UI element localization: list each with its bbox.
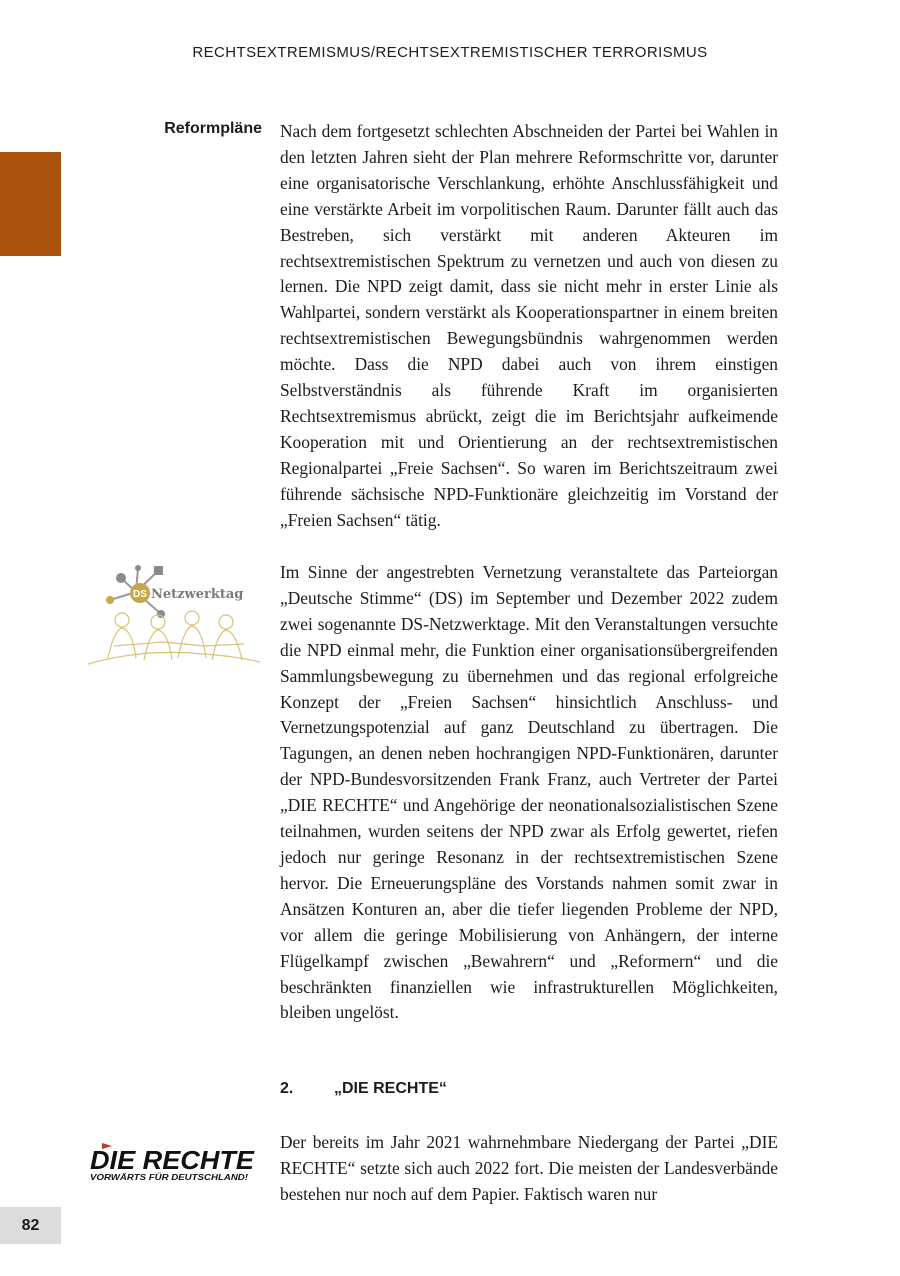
logo-party-name: DIE RECHTE [90,1145,255,1175]
section-number: 2. [280,1080,294,1097]
logo-slogan: VORWÄRTS FÜR DEUTSCHLAND! [90,1173,249,1182]
body-paragraph-2: Im Sinne der angestrebten Vernetzung veranstaltete das Parteiorgan „Deutsche Stimme“ (DS) im September und Dezember 2022 zudem zwei sogenannte DS-Netzwerktage. Mit den Veranstaltungen versuchte die NPD einmal mehr, die Funktion einer organisationsübergreifenden Sammlungsbewegung zu übernehmen und das regional erfolgreiche Konzept der „Freien Sachsen“ hinsichtlich Anschluss- und Vernetzungspotenzial auf ganz Deutschland zu übertragen. Die Tagungen, an denen neben hochrangigen NPD-Funktionären, darunter der NPD-Bundesvorsitzenden Frank Franz, auch Vertreter der Partei „DIE RECHTE“ und Angehörige der neonationalsozialistischen Szene teilnahmen, wurden seitens der NPD zwar als Erfolg gewertet, riefen jedoch nur geringe Resonanz in der rechtsextremistischen Szene hervor. Die Erneuerungspläne des Vorstands nahmen somit zwar in Ansätzen Konturen an, aber die tiefer liegenden Probleme der NPD, vor allem die geringe Mobilisierung von Anhängern, der interne Flügelkampf zwischen „Bewahrern“ und „Reformern“ und die beschränkten finanziellen wie infrastrukturellen Möglichkeiten, bleiben ungelöst. [280,562,778,1023]
die-rechte-logo [88,1141,258,1183]
margin-heading: Reformpläne [164,120,262,137]
body-paragraph-1: Nach dem fortgesetzt schlechten Abschneiden der Partei bei Wahlen in den letzten Jahren sieht der Plan mehrere Reformschritte vor, darunter eine organisatorische Verschlankung, erhöhte Anschlussfähigkeit und eine verstärkte Arbeit im vorpolitischen Raum. Darunter fällt auch das Bestreben, sich verstärkt mit anderen Akteuren im rechtsextremistischen Spektrum zu vernetzen und auch von diesen zu lernen. Die NPD zeigt damit, dass sie nicht mehr in erster Linie als Wahlpartei, sondern verstärkt als Kooperationspartner in einem breiten rechtsextremistischen Bewegungsbündnis wahrgenommen werden möchte. Dass die NPD dabei auch von ihrem einstigen Selbstverständnis als führende Kraft im organisierten Rechtsextremismus abrückt, zeigt die im Berichtsjahr aufkeimende Kooperation mit und Orientierung an der rechtsextremistischen Regionalpartei „Freie Sachsen“. So waren im Berichtszeitraum zwei führende sächsische NPD-Funktionäre gleichzeitig im Vorstand der „Freien Sachsen“ tätig. [280,121,778,530]
ds-badge-text: DS [133,589,147,600]
ds-netzwerktag-logo [84,562,262,670]
section-title: „DIE RECHTE“ [334,1080,447,1097]
section-heading [280,1080,447,1098]
page-number: 82 [0,1207,61,1244]
ds-label-text: Netzwerktag [151,587,244,602]
body-paragraph-3: Der bereits im Jahr 2021 wahrnehmbare Niedergang der Partei „DIE RECHTE“ setzte sich auch 2022 fort. Die meisten der Landesverbände bestehen nur noch auf dem Papier. Faktisch waren nur [280,1132,778,1204]
running-header: RECHTSEXTREMISMUS/RECHTSEXTREMISTISCHER TERRORISMUS [192,44,708,61]
people-sketch-icon [88,611,260,664]
chapter-color-tab [0,152,61,256]
